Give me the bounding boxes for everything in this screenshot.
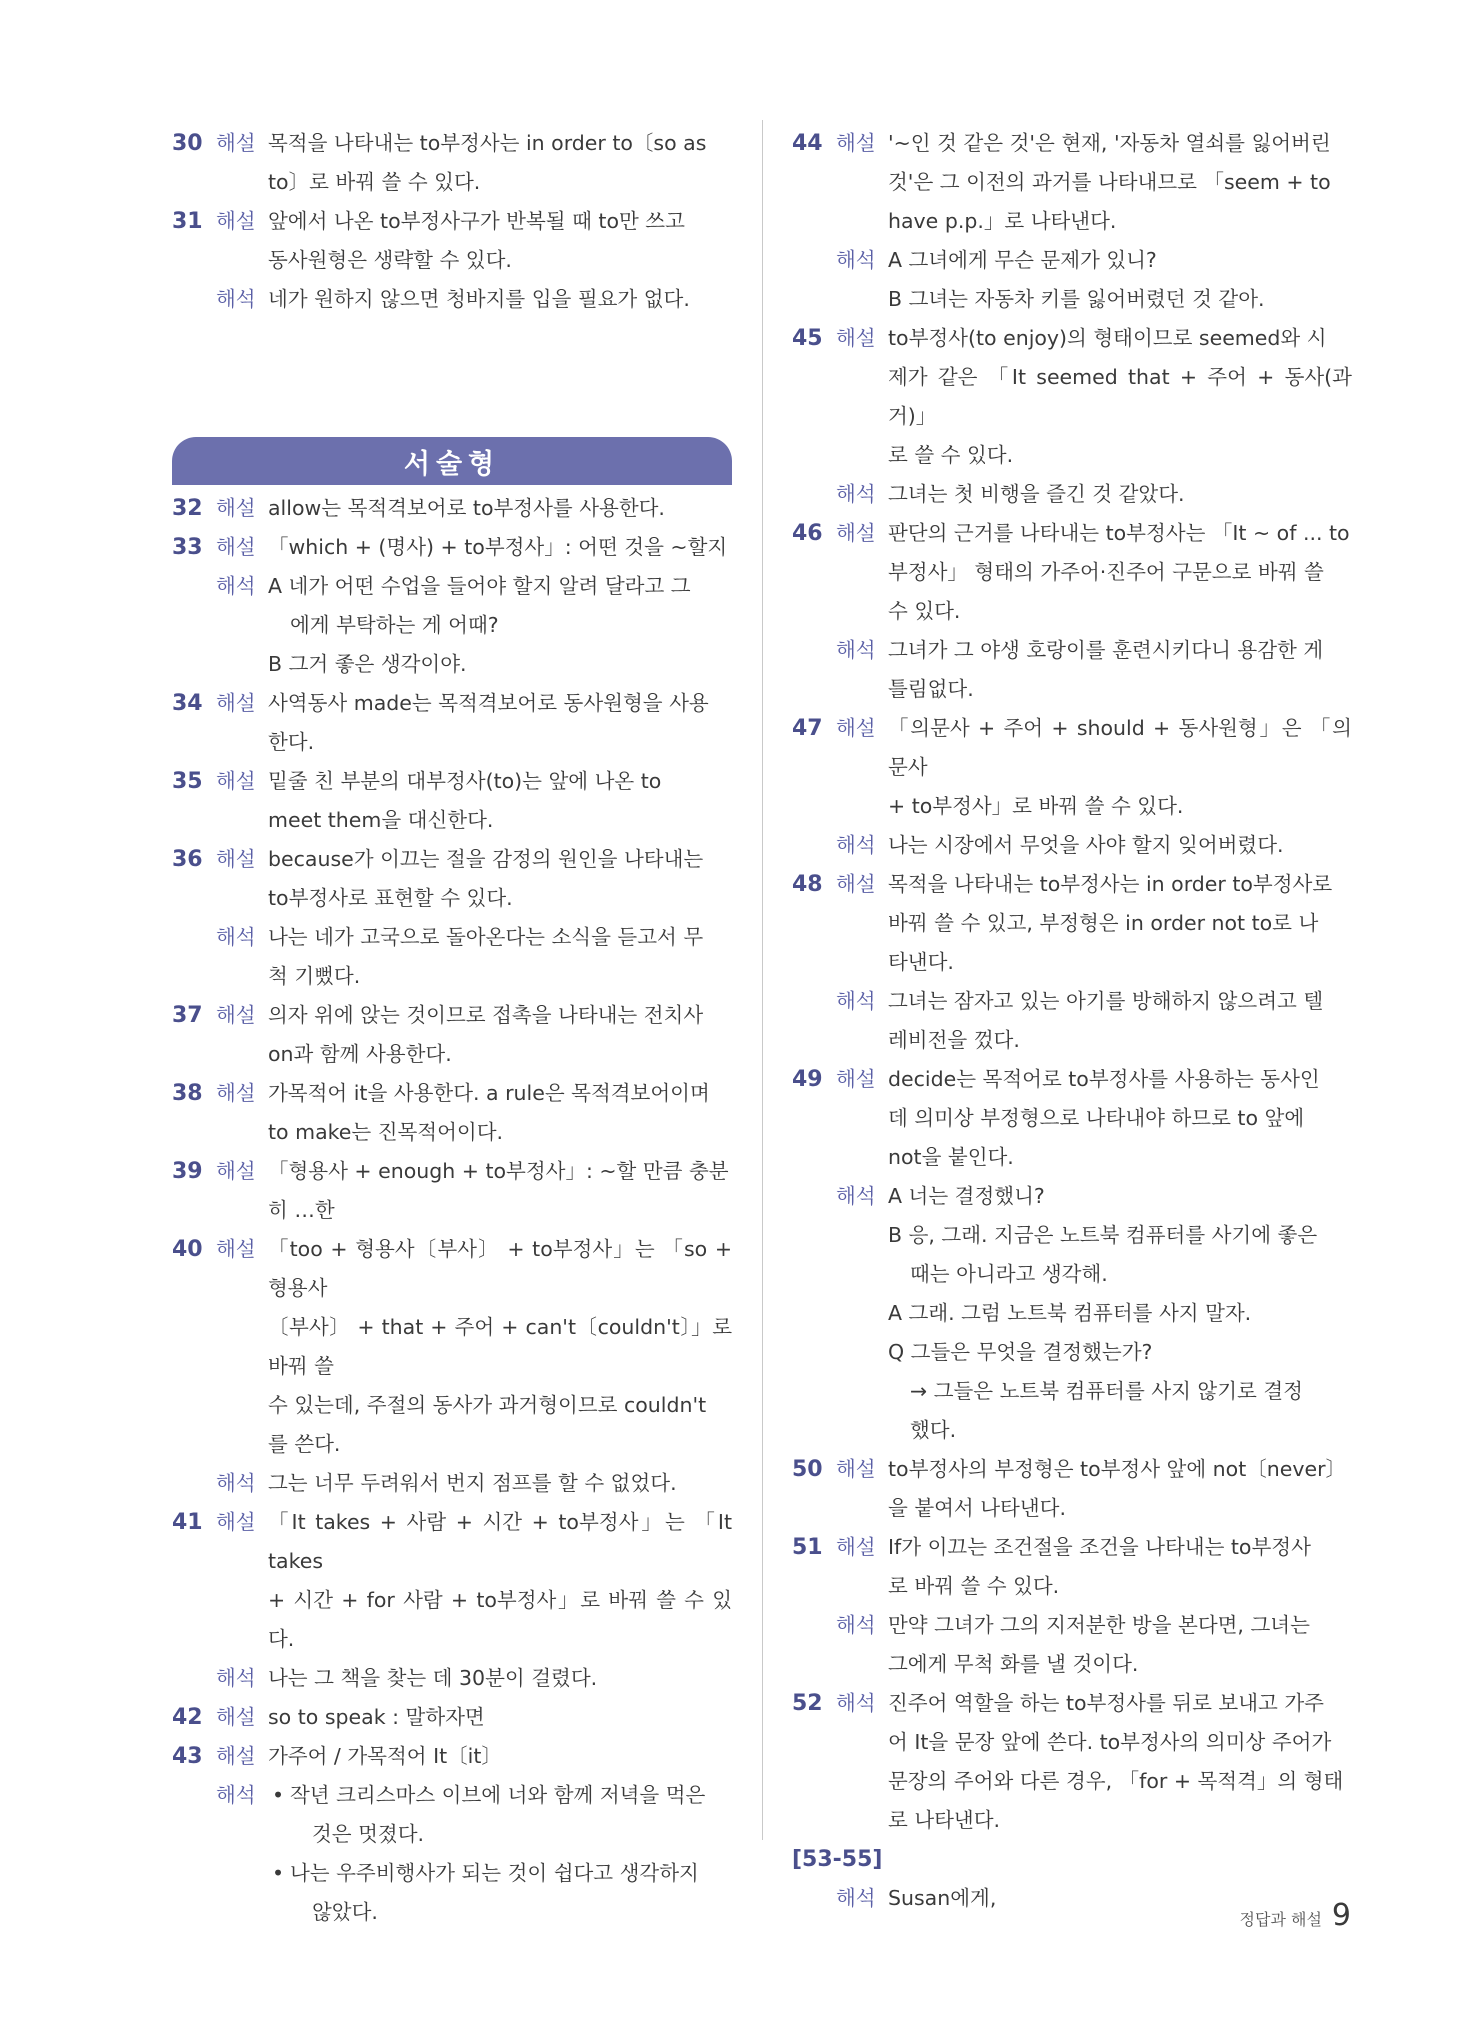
explanation-label: 해설 — [216, 496, 256, 520]
explanation-text — [888, 124, 1352, 241]
translation-row — [172, 567, 732, 684]
item-number: 47 — [792, 716, 823, 741]
item-number: 45 — [792, 326, 823, 351]
translation-row — [172, 1464, 732, 1503]
column-divider — [762, 120, 763, 1840]
text-line: 나는 우주비행사가 되는 것이 쉽다고 생각하지 — [290, 1861, 699, 1885]
translation-text — [268, 1464, 732, 1503]
item-number: 46 — [792, 521, 823, 546]
text-line: to〕로 바꿔 쓸 수 있다. — [268, 170, 481, 194]
explanation-label: 해설 — [216, 1003, 256, 1027]
translation-row — [792, 475, 1352, 514]
item-number: 44 — [792, 131, 823, 156]
text-line: 을 붙여서 나타낸다. — [888, 1496, 1066, 1520]
text-line: 문장의 주어와 다른 경우, 「for + 목적격」의 형태 — [888, 1769, 1344, 1793]
text-line: on과 함께 사용한다. — [268, 1042, 452, 1066]
translation-label: 해석 — [836, 1613, 876, 1637]
explanation-label: 해설 — [836, 131, 876, 155]
text-line: A 너는 결정했니? — [888, 1184, 1045, 1208]
item-number: 35 — [172, 769, 203, 794]
explanation-label: 해설 — [836, 1457, 876, 1481]
explanation-text — [888, 1684, 1352, 1840]
translation-row — [172, 918, 732, 996]
explanation-label: 해설 — [216, 1237, 256, 1261]
explanation-text — [268, 1074, 732, 1152]
translation-label: 해석 — [836, 638, 876, 662]
text-line: 「형용사 + enough + to부정사」: ~할 만큼 충분 — [268, 1159, 729, 1183]
explanation-label: 해설 — [836, 1067, 876, 1091]
translation-text — [268, 567, 732, 684]
bullet-item — [268, 1776, 732, 1854]
right-column — [792, 124, 1352, 1918]
translation-text — [888, 631, 1352, 709]
text-line: have p.p.」로 나타낸다. — [888, 209, 1117, 233]
text-line: 그녀는 잠자고 있는 아기를 방해하지 않으려고 텔 — [888, 989, 1324, 1013]
text-line: not을 붙인다. — [888, 1145, 1014, 1169]
text-line: 것은 멋졌다. — [312, 1822, 425, 1846]
text-line: allow는 목적격보어로 to부정사를 사용한다. — [268, 496, 665, 520]
explanation-text — [268, 124, 732, 202]
text-line: A 그녀에게 무슨 문제가 있니? — [888, 248, 1157, 272]
text-line: '~인 것 같은 것'은 현재, '자동차 열쇠를 잃어버린 — [888, 131, 1331, 155]
explanation-text — [268, 840, 732, 918]
text-line: A 네가 어떤 수업을 들어야 할지 알려 달라고 그 — [268, 574, 691, 598]
item-number: 41 — [172, 1510, 203, 1535]
text-line: 그녀는 첫 비행을 즐긴 것 같았다. — [888, 482, 1185, 506]
text-line: 목적을 나타내는 to부정사는 in order to〔so as — [268, 131, 707, 155]
explanation-text — [268, 684, 732, 762]
item-number: 33 — [172, 535, 203, 560]
bullet-text — [290, 1854, 732, 1932]
text-line: 그에게 무척 화를 낼 것이다. — [888, 1652, 1139, 1676]
translation-label: 해석 — [216, 1471, 256, 1495]
text-line: 동사원형은 생략할 수 있다. — [268, 248, 512, 272]
answer-item-40 — [172, 1230, 732, 1464]
text-line: 밑줄 친 부분의 대부정사(to)는 앞에 나온 to — [268, 769, 662, 793]
text-line: 때는 아니라고 생각해. — [910, 1262, 1108, 1286]
answer-item-52 — [792, 1684, 1352, 1840]
answer-item-30 — [172, 124, 732, 202]
translation-text — [888, 982, 1352, 1060]
item-number: 34 — [172, 691, 203, 716]
item-number: 52 — [792, 1691, 823, 1716]
explanation-label: 해설 — [836, 521, 876, 545]
translation-label: 해석 — [836, 248, 876, 272]
range-heading: [53-55] — [792, 1847, 883, 1872]
translation-row — [792, 982, 1352, 1060]
answer-item-48 — [792, 865, 1352, 982]
explanation-text — [888, 865, 1352, 982]
explanation-label: 해설 — [216, 209, 256, 233]
text-line: to부정사(to enjoy)의 형태이므로 seemed와 시 — [888, 326, 1327, 350]
text-line: B 응, 그래. 지금은 노트북 컴퓨터를 사기에 좋은 — [888, 1223, 1318, 1247]
translation-label: 해석 — [836, 482, 876, 506]
answer-item-37 — [172, 996, 732, 1074]
text-line: 앞에서 나온 to부정사구가 반복될 때 to만 쓰고 — [268, 209, 685, 233]
explanation-label: 해설 — [836, 1535, 876, 1559]
translation-label: 해석 — [836, 1184, 876, 1208]
explanation-text — [888, 1528, 1352, 1606]
explanation-text — [268, 996, 732, 1074]
translation-bullets — [268, 1776, 732, 1932]
translation-text — [888, 241, 1352, 319]
translation-label: 해석 — [216, 1666, 256, 1690]
text-line: 부정사」 형태의 가주어·진주어 구문으로 바꿔 쓸 — [888, 560, 1324, 584]
translation-row — [792, 631, 1352, 709]
left-bottom-entries — [172, 489, 732, 1776]
page-number: 9 — [1331, 1898, 1351, 1933]
text-line: 만약 그녀가 그의 지저분한 방을 본다면, 그녀는 — [888, 1613, 1310, 1637]
answer-item-34 — [172, 684, 732, 762]
explanation-text — [888, 514, 1352, 631]
translation-text — [888, 1606, 1352, 1684]
text-line: + 시간 + for 사람 + to부정사」로 바꿔 쓸 수 있다. — [268, 1588, 732, 1651]
text-line: 로 바꿔 쓸 수 있다. — [888, 1574, 1060, 1598]
text-line: 어 It을 문장 앞에 쓴다. to부정사의 의미상 주어가 — [888, 1730, 1332, 1754]
text-line: 했다. — [910, 1418, 957, 1442]
item-number: 48 — [792, 872, 823, 897]
text-line: A 그래. 그럼 노트북 컴퓨터를 사지 말자. — [888, 1301, 1252, 1325]
answer-item-49 — [792, 1060, 1352, 1177]
text-line: 바꿔 쓸 수 있고, 부정형은 in order not to로 나 — [888, 911, 1319, 935]
text-line: → 그들은 노트북 컴퓨터를 사지 않기로 결정 — [910, 1379, 1303, 1403]
item-number: 43 — [172, 1744, 203, 1769]
right-entries — [792, 124, 1352, 1840]
item-43-translation — [172, 1776, 732, 1932]
text-line: 그는 너무 두려워서 번지 점프를 할 수 없었다. — [268, 1471, 677, 1495]
item-number: 49 — [792, 1067, 823, 1092]
explanation-text — [268, 528, 732, 567]
text-line: 「의문사 + 주어 + should + 동사원형」은 「의문사 — [888, 716, 1352, 779]
text-line: 않았다. — [312, 1900, 378, 1924]
explanation-label: 해설 — [216, 535, 256, 559]
text-line: 그녀가 그 야생 호랑이를 훈련시키다니 용감한 게 — [888, 638, 1324, 662]
explanation-label: 해설 — [216, 769, 256, 793]
translation-label: 해석 — [216, 574, 256, 598]
explanation-text — [888, 1060, 1352, 1177]
text-line: 네가 원하지 않으면 청바지를 입을 필요가 없다. — [268, 287, 690, 311]
footer-text: 정답과 해설 — [1239, 1910, 1322, 1929]
item-number: 51 — [792, 1535, 823, 1560]
explanation-text — [268, 1503, 732, 1659]
translation-label: 해석 — [216, 287, 256, 311]
translation-text — [888, 1177, 1352, 1450]
answer-item-35 — [172, 762, 732, 840]
translation-row — [792, 1177, 1352, 1450]
left-top-entries — [172, 124, 732, 319]
text-line: 진주어 역할을 하는 to부정사를 뒤로 보내고 가주 — [888, 1691, 1324, 1715]
translation-label: 해석 — [836, 1886, 876, 1910]
explanation-text — [268, 202, 732, 280]
text-line: 한다. — [268, 730, 315, 754]
explanation-label: 해석 — [836, 1691, 876, 1715]
text-line: 로 나타낸다. — [888, 1808, 1001, 1832]
left-column — [172, 124, 732, 1932]
explanation-text — [268, 1152, 732, 1230]
translation-row — [172, 280, 732, 319]
text-line: 의자 위에 앉는 것이므로 접촉을 나타내는 전치사 — [268, 1003, 704, 1027]
text-line: to make는 진목적어이다. — [268, 1120, 504, 1144]
text-line: 가목적어 it을 사용한다. a rule은 목적격보어이며 — [268, 1081, 710, 1105]
answer-item-51 — [792, 1528, 1352, 1606]
translation-text — [888, 826, 1352, 865]
text-line: 수 있다. — [888, 599, 961, 623]
explanation-text — [268, 1737, 732, 1776]
text-line: 나는 시장에서 무엇을 사야 할지 잊어버렸다. — [888, 833, 1284, 857]
answer-item-31 — [172, 202, 732, 280]
text-line: 나는 네가 고국으로 돌아온다는 소식을 듣고서 무 — [268, 925, 704, 949]
explanation-label: 해설 — [216, 1081, 256, 1105]
translation-row — [792, 826, 1352, 865]
answer-item-44 — [792, 124, 1352, 241]
answer-item-32 — [172, 489, 732, 528]
text-line: 작년 크리스마스 이브에 너와 함께 저녁을 먹은 — [290, 1783, 706, 1807]
bullet-dot: • — [272, 1861, 285, 1885]
text-line: Q 그들은 무엇을 결정했는가? — [888, 1340, 1153, 1364]
page-footer — [1240, 1898, 1351, 1933]
explanation-label: 해설 — [216, 131, 256, 155]
text-line: 수 있는데, 주절의 동사가 과거형이므로 couldn't — [268, 1393, 707, 1417]
explanation-label: 해설 — [216, 691, 256, 715]
text-line: B 그거 좋은 생각이야. — [268, 652, 467, 676]
text-line: 히 …한 — [268, 1198, 335, 1222]
explanation-label: 해설 — [216, 1510, 256, 1534]
translation-row — [792, 241, 1352, 319]
answer-item-33 — [172, 528, 732, 567]
text-line: 틀림없다. — [888, 677, 974, 701]
explanation-label: 해설 — [836, 326, 876, 350]
explanation-text — [268, 762, 732, 840]
text-line: to부정사로 표현할 수 있다. — [268, 886, 513, 910]
text-line: + to부정사」로 바꿔 쓸 수 있다. — [888, 794, 1184, 818]
answer-item-46 — [792, 514, 1352, 631]
text-line: because가 이끄는 절을 감정의 원인을 나타내는 — [268, 847, 704, 871]
text-line: 레비전을 껐다. — [888, 1028, 1020, 1052]
explanation-label: 해설 — [836, 716, 876, 740]
text-line: 에게 부탁하는 게 어때? — [290, 613, 499, 637]
answer-item-43 — [172, 1737, 732, 1776]
text-line: 가주어 / 가목적어 It〔it〕 — [268, 1744, 502, 1768]
answer-item-41 — [172, 1503, 732, 1659]
text-line: 척 기뻤다. — [268, 964, 361, 988]
answer-item-36 — [172, 840, 732, 918]
explanation-text — [268, 489, 732, 528]
translation-text — [888, 475, 1352, 514]
explanation-text — [888, 319, 1352, 475]
explanation-label: 해설 — [216, 1159, 256, 1183]
text-line: 「too + 형용사〔부사〕 + to부정사」는 「so + 형용사 — [268, 1237, 732, 1300]
text-line: 로 쓸 수 있다. — [888, 443, 1014, 467]
item-number: 31 — [172, 209, 203, 234]
explanation-text — [268, 1698, 732, 1737]
answer-item-39 — [172, 1152, 732, 1230]
item-number: 39 — [172, 1159, 203, 1184]
explanation-label: 해설 — [216, 847, 256, 871]
text-line: decide는 목적어로 to부정사를 사용하는 동사인 — [888, 1067, 1320, 1091]
text-line: to부정사의 부정형은 to부정사 앞에 not〔never〕 — [888, 1457, 1347, 1481]
text-line: 사역동사 made는 목적격보어로 동사원형을 사용 — [268, 691, 709, 715]
explanation-label: 해설 — [216, 1744, 256, 1768]
range-translation: Susan에게, — [888, 1886, 997, 1910]
answer-item-42 — [172, 1698, 732, 1737]
text-line: 〔부사〕 + that + 주어 + can't〔couldn't〕」로 바꿔 쓸 — [268, 1315, 732, 1378]
answer-item-47 — [792, 709, 1352, 826]
translation-text — [268, 280, 732, 319]
explanation-label: 해설 — [836, 872, 876, 896]
text-line: 나는 그 책을 찾는 데 30분이 걸렸다. — [268, 1666, 598, 1690]
explanation-text — [888, 1450, 1352, 1528]
item-number: 36 — [172, 847, 203, 872]
text-line: 제가 같은 「It seemed that + 주어 + 동사(과거)」 — [888, 365, 1352, 428]
text-line: meet them을 대신한다. — [268, 808, 494, 832]
text-line: so to speak : 말하자면 — [268, 1705, 485, 1729]
text-line: 타낸다. — [888, 950, 954, 974]
item-number: 50 — [792, 1457, 823, 1482]
text-line: If가 이끄는 조건절을 조건을 나타내는 to부정사 — [888, 1535, 1311, 1559]
translation-label: 해석 — [216, 1783, 256, 1807]
bullet-dot: • — [272, 1783, 285, 1807]
item-number: 38 — [172, 1081, 203, 1106]
answer-item-45 — [792, 319, 1352, 475]
answer-item-38 — [172, 1074, 732, 1152]
item-number: 40 — [172, 1237, 203, 1262]
text-line: 데 의미상 부정형으로 나타내야 하므로 to 앞에 — [888, 1106, 1305, 1130]
item-number: 30 — [172, 131, 203, 156]
answer-item-50 — [792, 1450, 1352, 1528]
explanation-text — [268, 1230, 732, 1464]
translation-label: 해석 — [836, 989, 876, 1013]
section-title: 서술형 — [403, 448, 501, 480]
explanation-text — [888, 709, 1352, 826]
text-line: 를 쓴다. — [268, 1432, 341, 1456]
text-line: B 그녀는 자동차 키를 잃어버렸던 것 같아. — [888, 287, 1265, 311]
bullet-text — [290, 1776, 732, 1854]
translation-row — [172, 1776, 732, 1932]
section-banner — [172, 437, 732, 485]
translation-text — [268, 1659, 732, 1698]
text-line: 것'은 그 이전의 과거를 나타내므로 「seem + to — [888, 170, 1331, 194]
translation-label: 해석 — [216, 925, 256, 949]
text-line: 목적을 나타내는 to부정사는 in order to부정사로 — [888, 872, 1333, 896]
translation-label: 해석 — [836, 833, 876, 857]
item-number: 42 — [172, 1705, 203, 1730]
translation-row — [172, 1659, 732, 1698]
bullet-item — [268, 1854, 732, 1932]
item-number: 37 — [172, 1003, 203, 1028]
translation-text — [268, 918, 732, 996]
item-number: 32 — [172, 496, 203, 521]
translation-row — [792, 1606, 1352, 1684]
text-line: 「which + (명사) + to부정사」: 어떤 것을 ~할지 — [268, 535, 728, 559]
explanation-label: 해설 — [216, 1705, 256, 1729]
text-line: 「It takes + 사람 + 시간 + to부정사」는 「It takes — [268, 1510, 732, 1573]
text-line: 판단의 근거를 나타내는 to부정사는 「It ~ of ... to — [888, 521, 1350, 545]
